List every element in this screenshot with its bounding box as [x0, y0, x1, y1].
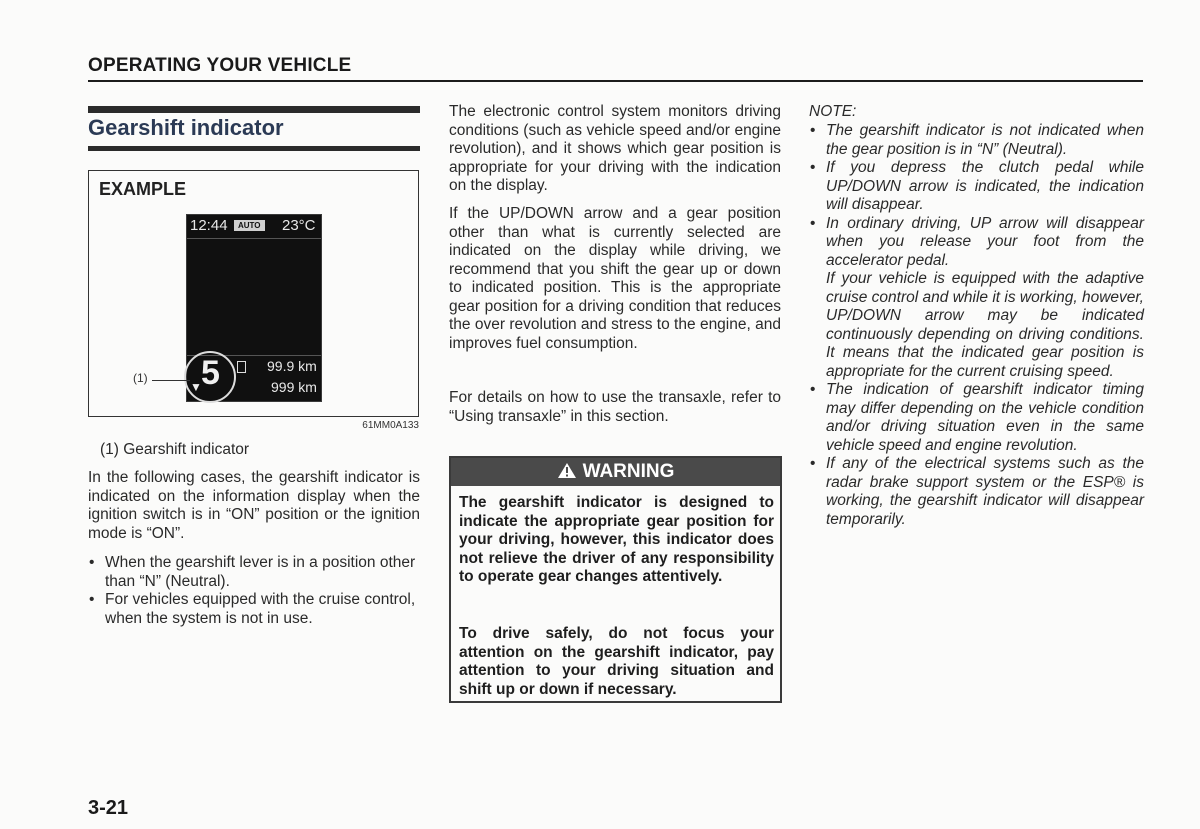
display-trip-value: 99.9 km [267, 358, 317, 374]
note-item [809, 122, 1144, 159]
warning-paragraph: The gearshift indicator is designed to indicate the appropriate gear position for your driving, however, this indicator does not relieve the driver of any responsibility to operate gear changes attentively. [459, 494, 774, 585]
note-item [809, 159, 1144, 215]
note-text: If any of the electrical systems such as the radar brake support system or the ESP® is working, the gearshift indicator will disappear temporarily. [826, 455, 1144, 528]
warning-paragraph: To drive safely, do not focus your attention on the gearshift indicator, pay attention to your driving situation and shift up or down if necessary. [459, 625, 774, 698]
display-mode-badge: AUTO [234, 220, 265, 231]
header-rule [88, 80, 1143, 82]
page-title: Gearshift indicator [88, 115, 284, 140]
information-display [186, 214, 322, 402]
callout-leader-line [152, 380, 190, 381]
gear-indicator-value: 5 [201, 354, 220, 392]
note-item [809, 215, 1144, 382]
example-label: EXAMPLE [99, 179, 187, 199]
note-text: In ordinary driving, UP arrow will disappear when you release your foot from the accelerator pedal. [826, 214, 1144, 269]
warning-header [451, 458, 780, 486]
figure-caption: (1) Gearshift indicator [100, 441, 250, 458]
display-temperature: 23°C [282, 217, 316, 234]
section-header: OPERATING YOUR VEHICLE [88, 55, 352, 76]
display-status-bar [187, 215, 321, 237]
display-clock: 12:44 [190, 217, 228, 234]
note-text: The indication of gearshift indicator timing may differ depending on the vehicle condition and/or driving situation even in the same vehicle speed and engine revolution. [826, 381, 1144, 454]
title-rule-top [88, 106, 420, 113]
example-figure [88, 170, 419, 417]
condition-list [88, 554, 420, 628]
down-arrow-icon: ▼ [190, 380, 202, 394]
list-item: • For vehicles equipped with the cruise control, when the system is not in use. [88, 591, 420, 628]
body-paragraph: The electronic control system monitors driving conditions (such as vehicle speed and/or engine revolution), and it shows which gear position is appropriate for your driving with the indication on the display. [449, 103, 781, 194]
display-divider [187, 238, 321, 239]
callout-label: (1) [133, 371, 148, 385]
note-item [809, 381, 1144, 455]
note-subtext: If your vehicle is equipped with the adaptive cruise control and while it is working, however, UP/DOWN arrow may be indicated continuously depending on driving conditions. It means that the indicated gear position is appropriate for the current cruising speed. [826, 270, 1144, 380]
body-paragraph: For details on how to use the transaxle, refer to “Using transaxle” in this section. [449, 389, 781, 425]
note-title: NOTE: [809, 103, 857, 120]
list-item: • When the gearshift lever is in a position other than “N” (Neutral). [88, 554, 420, 591]
warning-box [449, 456, 782, 703]
note-list [809, 122, 1144, 529]
figure-code: 61MM0A133 [362, 420, 419, 431]
warning-triangle-icon [557, 458, 577, 486]
fuel-icon [237, 361, 246, 373]
page-number: 3-21 [88, 797, 129, 819]
warning-title: WARNING [582, 461, 675, 482]
body-paragraph: In the following cases, the gearshift indicator is indicated on the information display when the ignition switch is in “ON” position or the ignition mode is “ON”. [88, 469, 420, 542]
display-range-value: 999 km [271, 379, 317, 395]
title-rule-bottom [88, 146, 420, 151]
body-paragraph: If the UP/DOWN arrow and a gear position other than what is currently selected are indicated on the display while driving, we recommend that you shift the gear up or down to indicated position. This is the appropriate gear position for a driving condition that reduces the over revolution and stress to the engine, and improves fuel consumption. [449, 205, 781, 352]
note-text: If you depress the clutch pedal while UP/DOWN arrow is indicated, the indication will disappear. [826, 159, 1144, 213]
note-item [809, 455, 1144, 529]
note-text: The gearshift indicator is not indicated when the gear position is in “N” (Neutral). [826, 122, 1144, 158]
